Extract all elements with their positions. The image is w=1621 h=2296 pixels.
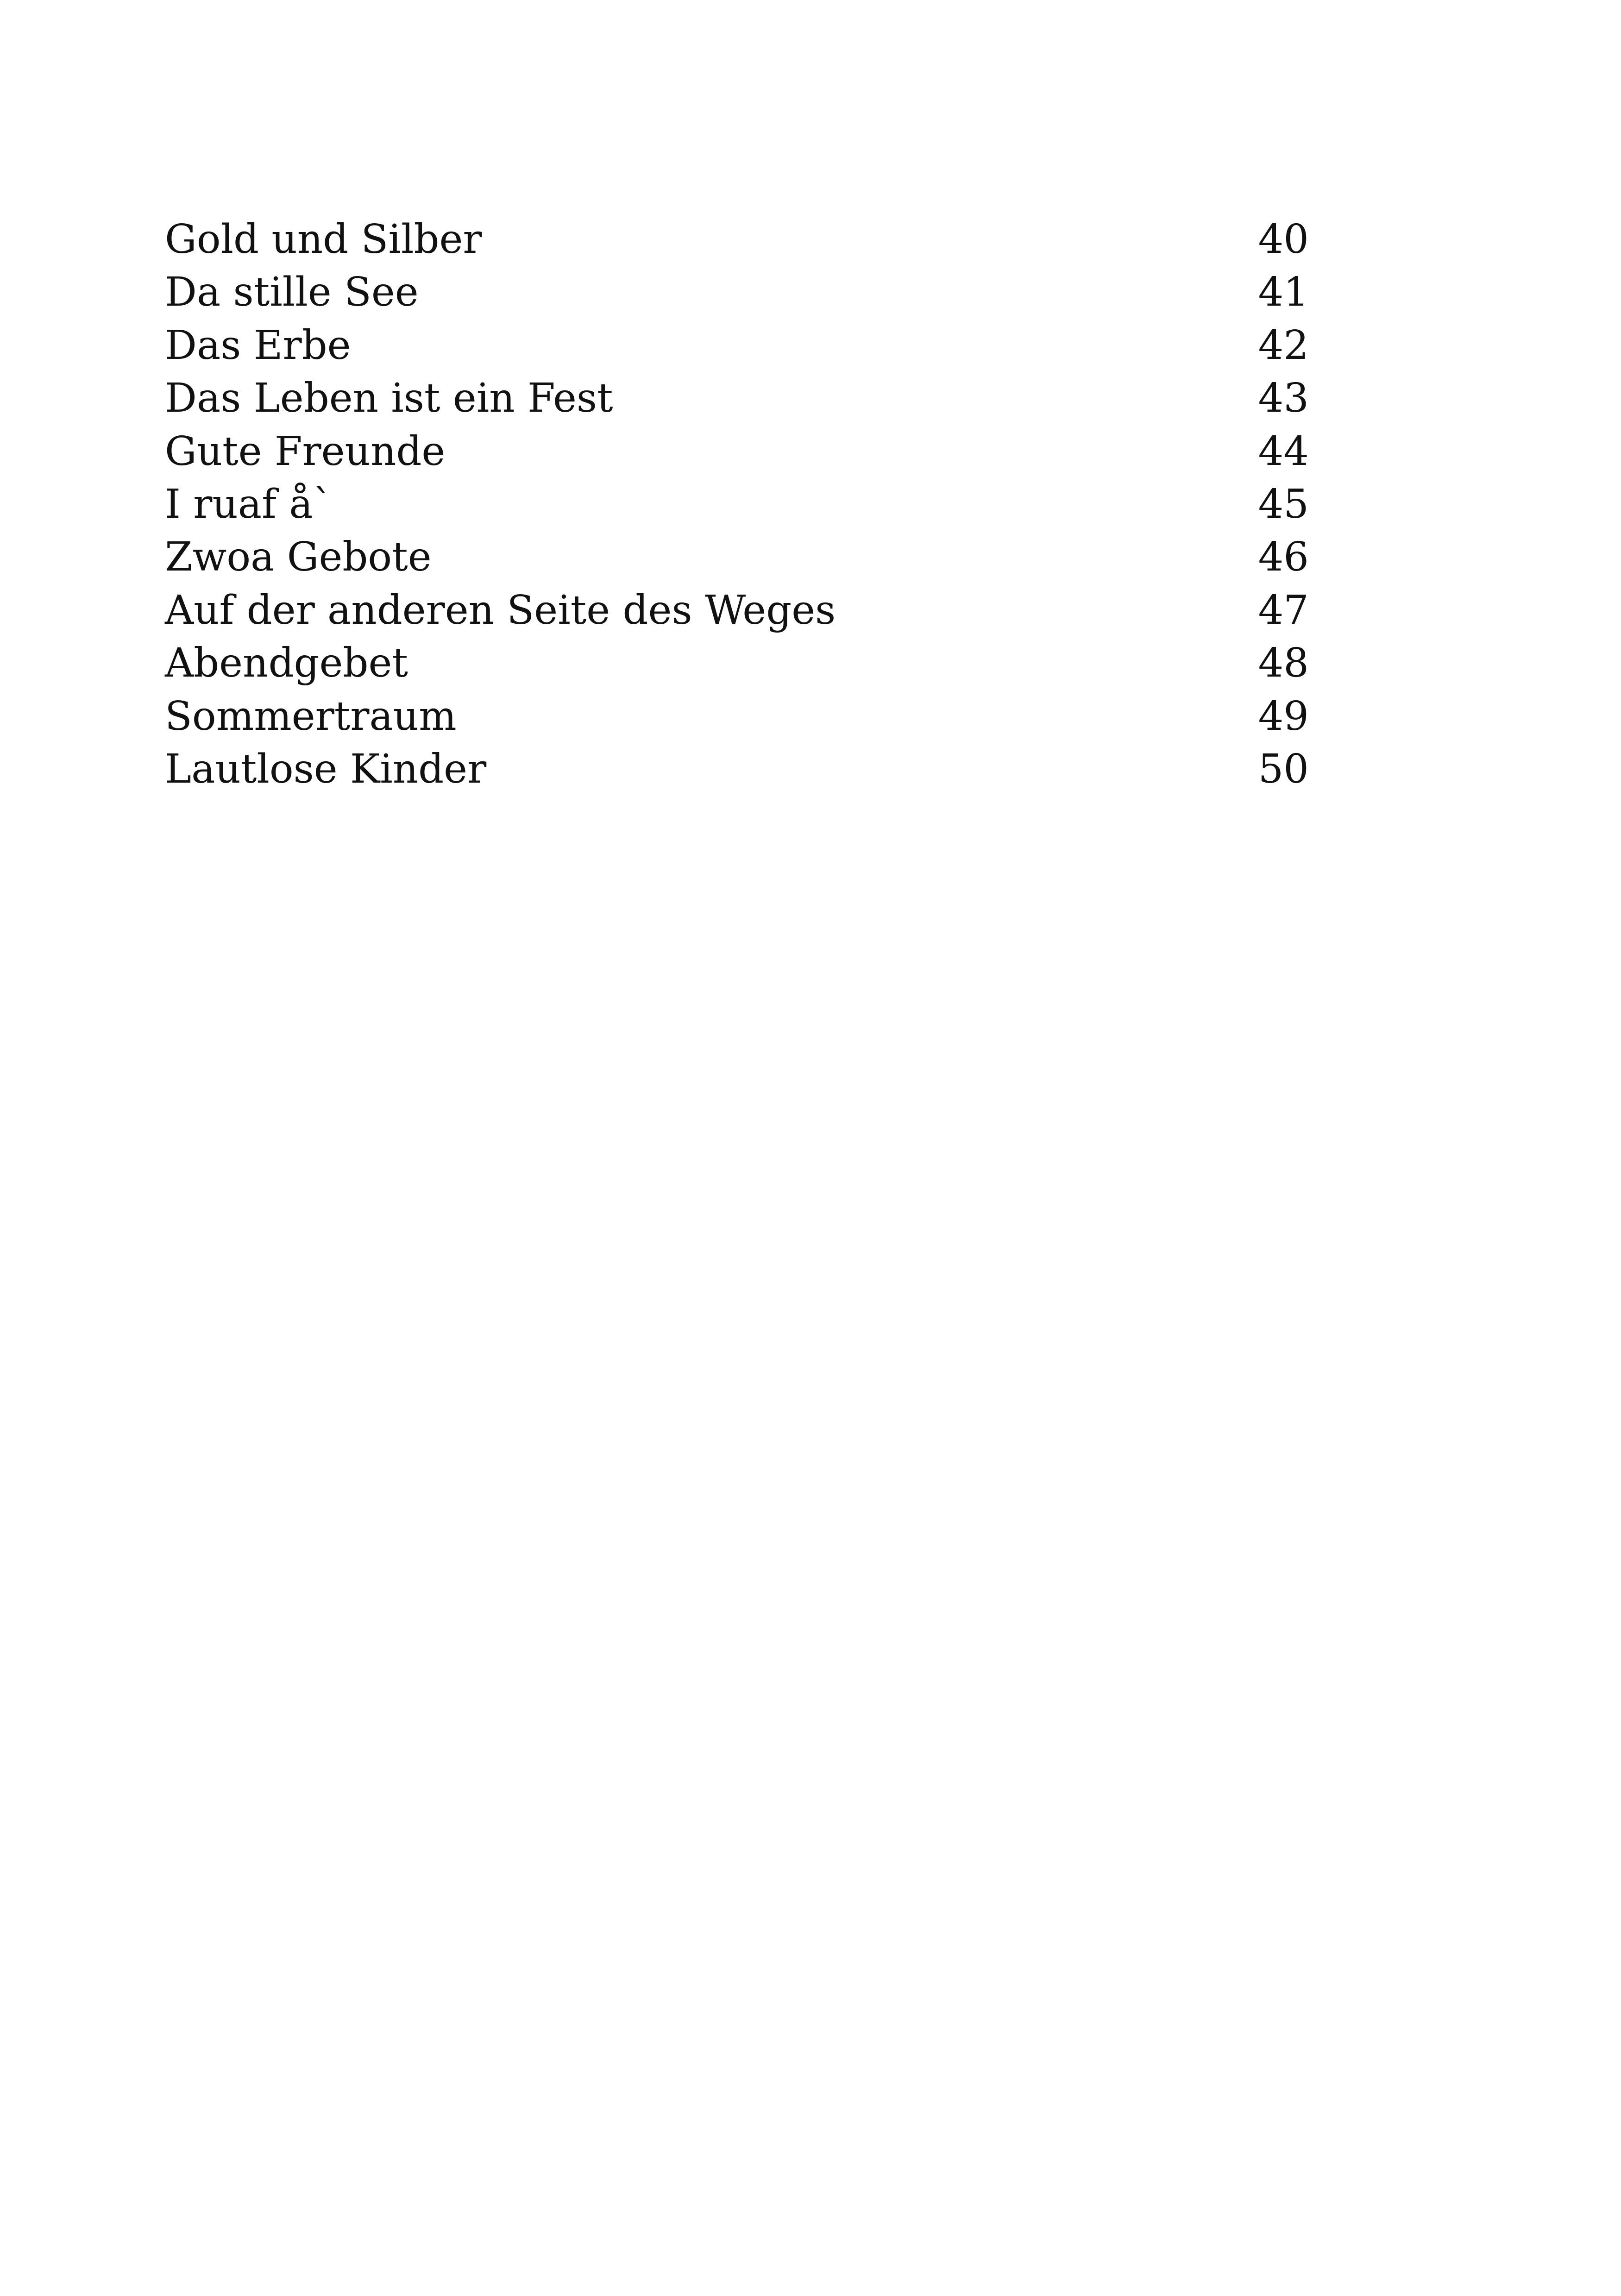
toc-entry [165,531,1309,583]
toc-entry [165,213,1309,266]
toc-entry [165,637,1309,690]
toc-entry-page-number: 50 [1258,746,1309,792]
toc-entry [165,478,1309,531]
toc-entry-title: Zwoa Gebote [165,534,432,581]
toc-entry [165,743,1309,796]
toc-entry-title: Gold und Silber [165,216,482,263]
toc-entry-title: I ruaf å` [165,481,333,527]
toc-entry [165,372,1309,425]
toc-entry [165,425,1309,478]
toc-entry [165,266,1309,319]
toc-entry-page-number: 40 [1258,216,1309,263]
toc-entry [165,690,1309,743]
toc-entry-title: Da stille See [165,269,419,316]
toc-entry-page-number: 47 [1258,587,1309,634]
toc-entry-page-number: 46 [1258,534,1309,581]
toc-entry-title: Lautlose Kinder [165,746,487,792]
toc-entry [165,319,1309,372]
toc-entry-page-number: 41 [1258,269,1309,316]
toc-entry [165,584,1309,637]
toc-entry-title: Gute Freunde [165,428,446,475]
toc-entry-title: Abendgebet [165,640,408,687]
toc-entry-page-number: 49 [1258,693,1309,740]
toc-entry-page-number: 42 [1258,322,1309,369]
toc-entry-title: Sommertraum [165,693,457,740]
toc-entry-page-number: 44 [1258,428,1309,475]
toc-entry-title: Das Erbe [165,322,351,369]
toc-entry-page-number: 45 [1258,481,1309,527]
table-of-contents [165,213,1309,796]
toc-entry-title: Das Leben ist ein Fest [165,375,613,422]
toc-entry-page-number: 48 [1258,640,1309,687]
toc-entry-title: Auf der anderen Seite des Weges [165,587,836,634]
toc-entry-page-number: 43 [1258,375,1309,422]
